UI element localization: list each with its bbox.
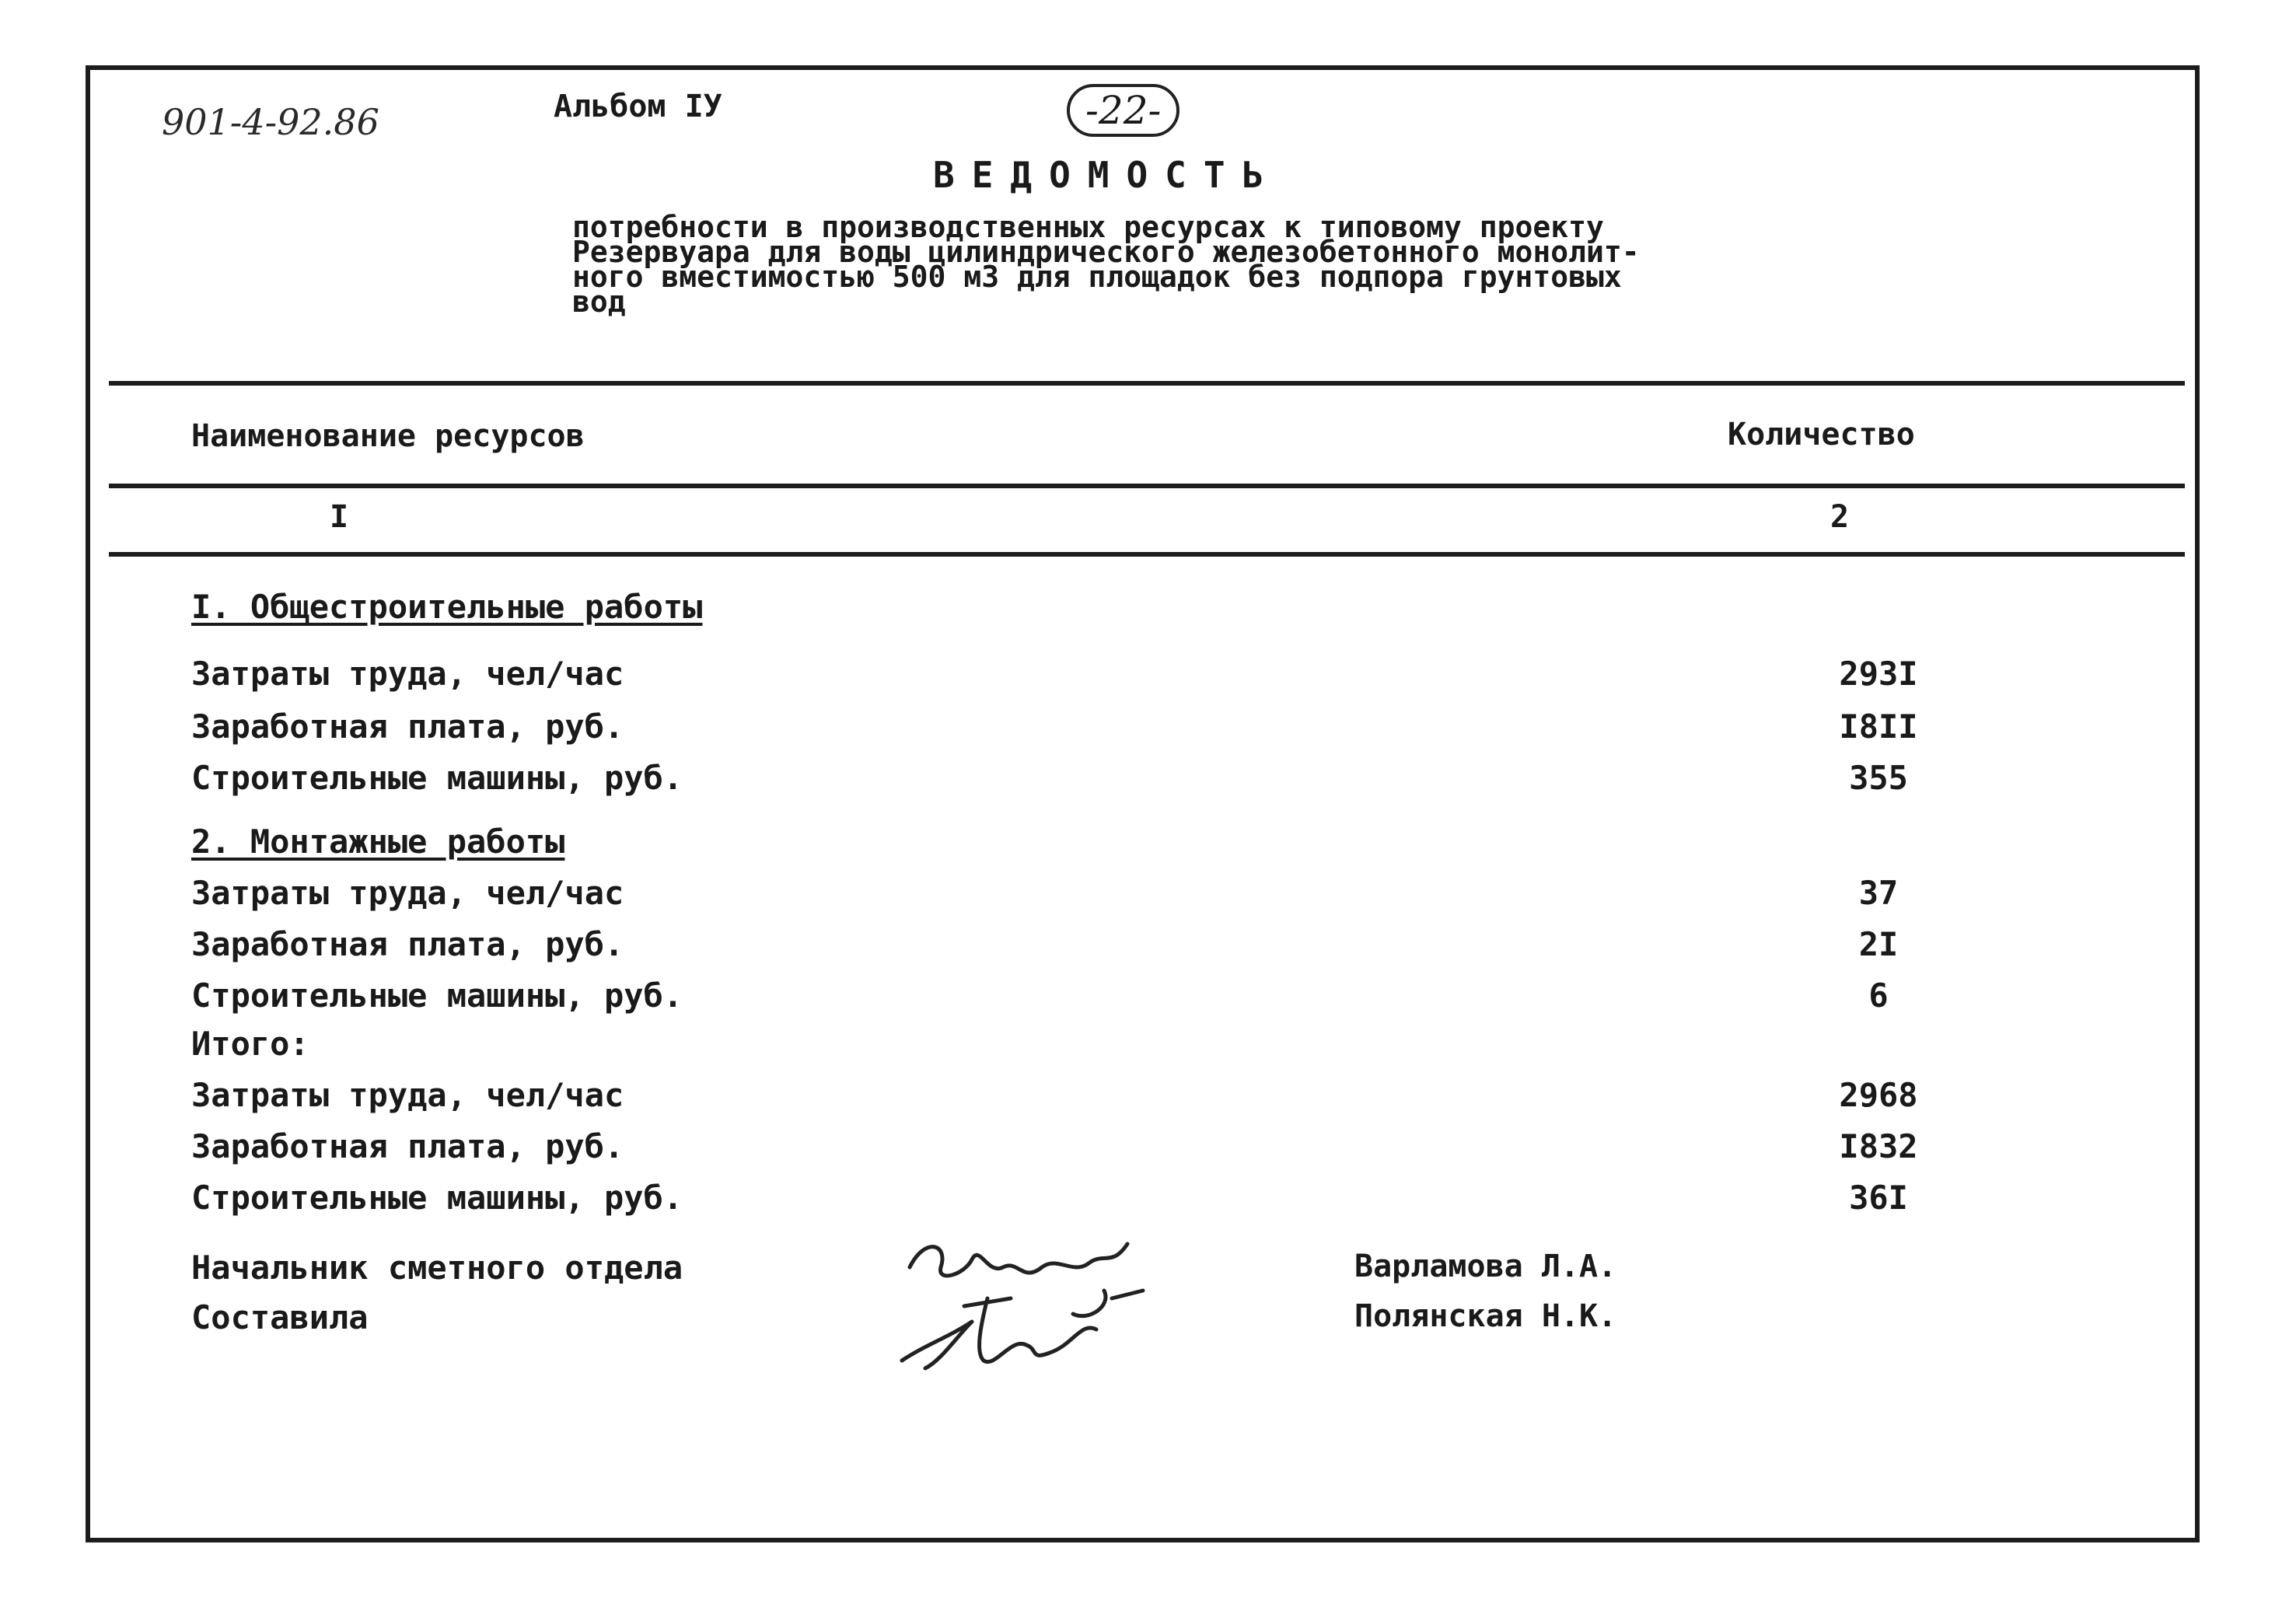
resource-name: Затраты труда, чел/час bbox=[191, 1076, 624, 1114]
resource-name: Заработная плата, руб. bbox=[191, 925, 624, 963]
resource-name: Заработная плата, руб. bbox=[191, 707, 624, 746]
resource-name: Итого: bbox=[191, 1025, 309, 1063]
resource-quantity: 37 bbox=[1858, 874, 1899, 912]
resource-quantity: 36I bbox=[1849, 1179, 1908, 1217]
subtitle-line: ного вместимостью 500 м3 для площадок без подпора грунтовых bbox=[572, 260, 1622, 294]
signature-name-compiler: Полянская Н.К. bbox=[1354, 1298, 1617, 1334]
subtitle-line: Резервуара для воды цилиндрического железобетонного монолит- bbox=[572, 235, 1640, 269]
resource-name: 2. Монтажные работы bbox=[191, 823, 565, 861]
page-number: -22- bbox=[1067, 84, 1179, 137]
column-number-2: 2 bbox=[1830, 499, 1850, 535]
resource-quantity: 293I bbox=[1839, 655, 1918, 693]
resource-name: Заработная плата, руб. bbox=[191, 1127, 624, 1165]
column-header-name: Наименование ресурсов bbox=[191, 418, 585, 454]
column-number-rule bbox=[109, 552, 2185, 557]
table-top-rule bbox=[109, 381, 2185, 386]
resource-name: Затраты труда, чел/час bbox=[191, 655, 624, 693]
signature-name-chief: Варламова Л.А. bbox=[1354, 1249, 1617, 1284]
resource-name: I. Общестроительные работы bbox=[191, 588, 703, 626]
signature-mark-compiler bbox=[894, 1275, 1190, 1399]
resource-quantity: 355 bbox=[1849, 759, 1908, 797]
column-header-quantity: Количество bbox=[1728, 417, 1915, 452]
resource-name: Строительные машины, руб. bbox=[191, 976, 683, 1015]
subtitle-line: вод bbox=[572, 285, 626, 319]
column-number-1: I bbox=[330, 499, 349, 535]
signature-role-compiler: Составила bbox=[191, 1298, 369, 1336]
resource-name: Строительные машины, руб. bbox=[191, 759, 683, 797]
document-code: 901-4-92.86 bbox=[162, 101, 379, 143]
resource-name: Затраты труда, чел/час bbox=[191, 874, 624, 912]
document-subtitle bbox=[572, 210, 1640, 319]
page-title: ВЕДОМОСТЬ bbox=[933, 154, 1281, 196]
resource-quantity: 2I bbox=[1858, 925, 1899, 963]
album-label: Альбом IУ bbox=[554, 89, 722, 124]
header-rule bbox=[109, 484, 2185, 488]
resource-quantity: 6 bbox=[1868, 976, 1889, 1015]
signature-role-chief: Начальник сметного отдела bbox=[191, 1249, 683, 1287]
resource-name: Строительные машины, руб. bbox=[191, 1179, 683, 1217]
resource-quantity: I8II bbox=[1839, 707, 1918, 746]
resource-quantity: I832 bbox=[1839, 1127, 1918, 1165]
resource-quantity: 2968 bbox=[1839, 1076, 1918, 1114]
subtitle-line: потребности в производственных ресурсах к типовому проекту bbox=[572, 210, 1604, 244]
